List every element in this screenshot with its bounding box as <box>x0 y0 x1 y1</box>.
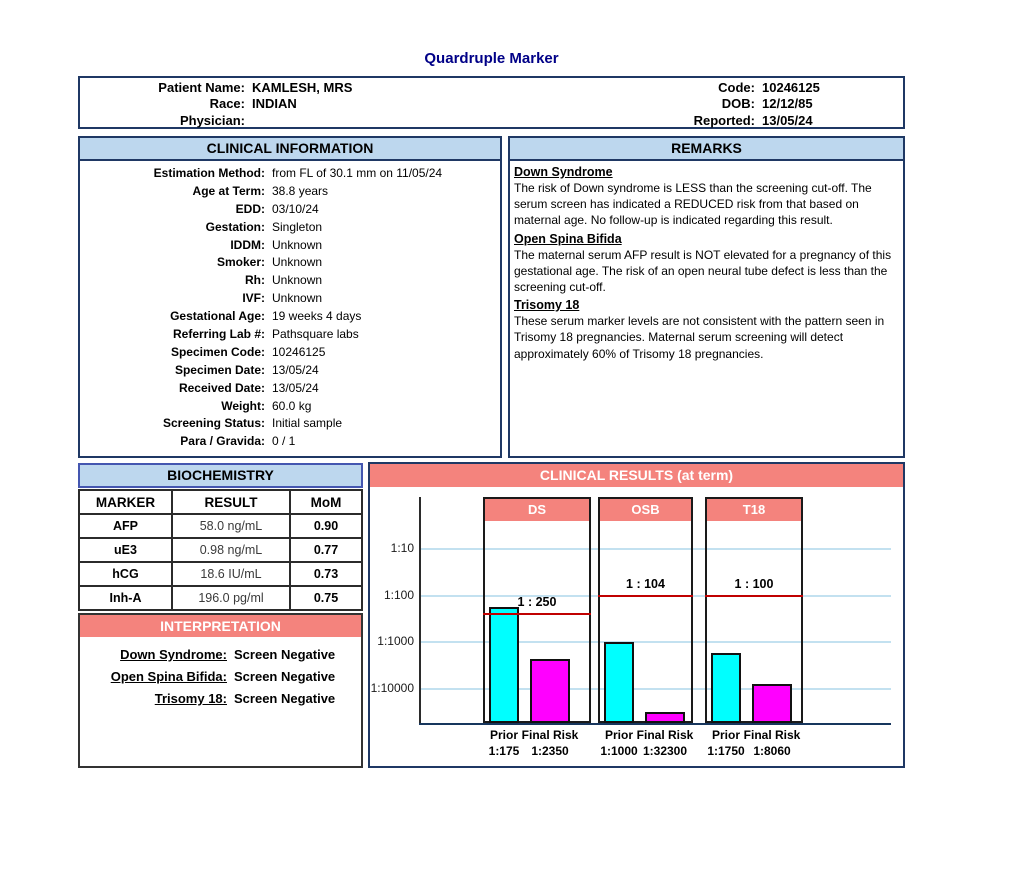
bar-name-label-OSB-prior: Prior <box>604 728 633 742</box>
risk-chart <box>370 464 903 766</box>
clinical-field-value: Unknown <box>272 291 323 306</box>
biochemistry-header: BIOCHEMISTRY <box>78 463 363 488</box>
clinical-field-value: Pathsquare labs <box>272 327 359 342</box>
chart-bar-T18-final <box>752 684 792 723</box>
clinical-field-row <box>80 201 500 219</box>
y-axis-tick-label: 1:10 <box>390 541 414 555</box>
clinical-field-label: Smoker: <box>216 255 265 270</box>
chart-bar-OSB-prior <box>604 642 634 723</box>
biochemistry-row <box>80 585 361 609</box>
clinical-field-label: IVF: <box>242 291 265 306</box>
cutoff-label-DS: 1 : 250 <box>517 595 557 609</box>
clinical-field-row <box>80 272 500 290</box>
chart-bar-OSB-final <box>645 712 685 723</box>
biochemistry-result-cell: 0.98 ng/mL <box>173 539 291 561</box>
y-axis-tick-label: 1:1000 <box>377 634 414 648</box>
interpretation-value: Screen Negative <box>234 691 336 706</box>
clinical-field-label: Referring Lab #: <box>172 327 265 342</box>
clinical-information-header: CLINICAL INFORMATION <box>80 138 500 161</box>
remarks-section-text: These serum marker levels are not consistent with the pattern seen in Trisomy 18 pregnancies. Maternal serum screening will detect approximately 60% of Trisomy 18 pregnancies. <box>514 314 885 361</box>
clinical-field-row <box>80 415 500 433</box>
bar-risk-label-OSB-final: 1:32300 <box>642 744 688 758</box>
interpretation-row <box>80 644 361 666</box>
remarks-section-heading: Open Spina Bifida <box>514 231 622 246</box>
y-axis-tick-label: 1:10000 <box>370 680 414 695</box>
chart-bar-DS-prior <box>489 607 519 723</box>
clinical-field-label: IDDM: <box>230 237 265 252</box>
remarks-section-heading: Down Syndrome <box>514 165 613 179</box>
patient-field-label: Race: <box>209 96 245 112</box>
biochemistry-marker-cell: hCG <box>80 563 173 585</box>
interpretation-label: Open Spina Bifida: <box>110 669 227 684</box>
bar-name-label-T18-prior: Prior <box>711 728 740 742</box>
interpretation-label: Trisomy 18: <box>154 691 227 706</box>
patient-header-left <box>80 80 510 129</box>
clinical-field-value: Unknown <box>272 255 323 270</box>
interpretation-value: Screen Negative <box>234 669 336 684</box>
remarks-section <box>514 165 899 229</box>
clinical-field-row <box>80 433 500 451</box>
clinical-field-label: Specimen Code: <box>170 344 265 359</box>
biochemistry-result-cell: 18.6 IU/mL <box>173 563 291 585</box>
report-title: Quardruple Marker <box>424 50 559 67</box>
biochemistry-marker-cell: Inh-A <box>80 587 173 609</box>
clinical-field-label: Weight: <box>221 398 265 413</box>
clinical-field-value: Singleton <box>272 219 323 234</box>
interpretation-label: Down Syndrome: <box>120 647 227 662</box>
chart-panel-header-T18: T18 <box>707 499 801 521</box>
clinical-field-row <box>80 398 500 416</box>
biochemistry-mom-cell: 0.77 <box>313 543 339 557</box>
clinical-field-value: Initial sample <box>272 416 343 431</box>
clinical-field-row <box>80 290 500 308</box>
clinical-field-value: 03/10/24 <box>272 201 319 216</box>
patient-field-label: Reported: <box>693 112 755 128</box>
biochemistry-mom-cell: 0.90 <box>313 519 339 533</box>
bar-name-label-DS-prior: Prior <box>489 728 518 742</box>
clinical-field-row <box>80 380 500 398</box>
patient-header-row <box>562 113 902 129</box>
clinical-results-header: CLINICAL RESULTS (at term) <box>370 464 903 487</box>
clinical-field-value: Unknown <box>272 237 323 252</box>
patient-header-row <box>562 96 902 112</box>
bar-name-label-OSB-final: Final Risk <box>636 728 694 742</box>
clinical-field-label: EDD: <box>235 201 265 216</box>
patient-field-label: Physician: <box>179 112 245 128</box>
interpretation-panel <box>78 613 363 768</box>
cutoff-label-OSB: 1 : 104 <box>626 577 665 592</box>
patient-header-right <box>562 80 902 129</box>
clinical-field-value: 19 weeks 4 days <box>272 309 362 324</box>
interpretation-row <box>80 666 361 688</box>
patient-header-row <box>80 113 510 129</box>
clinical-field-row <box>80 183 500 201</box>
biochemistry-header-row <box>80 491 361 513</box>
clinical-field-row <box>80 219 500 237</box>
clinical-field-row <box>80 254 500 272</box>
biochemistry-col-result: RESULT <box>173 491 291 513</box>
clinical-field-label: Gestation: <box>205 219 265 234</box>
clinical-field-value: 10246125 <box>272 344 326 359</box>
clinical-field-value: 13/05/24 <box>272 380 319 395</box>
clinical-field-row <box>80 165 500 183</box>
patient-field-label: Code: <box>718 80 755 95</box>
clinical-field-label: Gestational Age: <box>170 309 265 324</box>
chart-panel-header-OSB: OSB <box>600 499 691 521</box>
bar-risk-label-T18-final: 1:8060 <box>753 744 791 758</box>
interpretation-value: Screen Negative <box>234 647 336 662</box>
clinical-field-label: Screening Status: <box>162 416 265 431</box>
bar-name-label-T18-final: Final Risk <box>743 728 801 742</box>
bar-risk-label-OSB-prior: 1:1000 <box>600 744 638 758</box>
interpretation-rows <box>80 637 361 710</box>
clinical-field-label: Specimen Date: <box>174 362 265 377</box>
bar-risk-label-DS-final: 1:2350 <box>531 744 569 758</box>
clinical-field-row <box>80 362 500 380</box>
remarks-section-text: The risk of Down syndrome is LESS than the screening cut-off. The serum screen has indicated a REDUCED risk from that based on maternal age. No follow-up is indicated regarding this result. <box>514 181 872 228</box>
cutoff-label-T18: 1 : 100 <box>734 576 774 591</box>
biochemistry-col-marker: MARKER <box>80 491 173 513</box>
clinical-field-value: 0 / 1 <box>272 434 296 449</box>
remarks-header: REMARKS <box>510 138 903 161</box>
clinical-field-label: Para / Gravida: <box>180 434 265 449</box>
biochemistry-marker-cell: AFP <box>80 515 173 537</box>
bar-risk-label-DS-prior: 1:175 <box>488 744 520 758</box>
clinical-field-row <box>80 237 500 255</box>
biochemistry-mom-cell: 0.73 <box>313 567 339 581</box>
clinical-field-value: Unknown <box>272 273 323 288</box>
biochemistry-col-mom: MoM <box>310 494 342 510</box>
chart-bar-T18-prior <box>711 653 741 723</box>
biochemistry-row <box>80 537 361 561</box>
biochemistry-marker-cell: uE3 <box>80 539 173 561</box>
bar-risk-label-T18-prior: 1:1750 <box>707 744 745 758</box>
clinical-results-panel <box>368 462 905 768</box>
patient-header-row <box>80 96 510 112</box>
biochemistry-mom-cell: 0.75 <box>313 591 339 605</box>
x-axis-line <box>419 723 891 725</box>
clinical-field-value: from FL of 30.1 mm on 11/05/24 <box>272 166 443 180</box>
remarks-panel <box>508 136 905 458</box>
interpretation-row <box>80 688 361 710</box>
biochemistry-row <box>80 513 361 537</box>
biochemistry-table <box>78 489 363 611</box>
y-axis-tick-label: 1:100 <box>383 587 414 602</box>
biochemistry-row <box>80 561 361 585</box>
y-axis-line <box>419 497 421 723</box>
patient-field-value: 12/12/85 <box>762 96 813 112</box>
clinical-field-value: 38.8 years <box>272 183 329 198</box>
chart-panel-header-DS: DS <box>485 499 589 521</box>
clinical-field-row <box>80 326 500 344</box>
patient-field-label: DOB: <box>721 96 755 112</box>
biochemistry-rows <box>80 513 361 609</box>
cutoff-line-OSB <box>598 595 693 597</box>
clinical-field-label: Rh: <box>245 273 265 288</box>
clinical-field-row <box>80 344 500 362</box>
clinical-field-value: 60.0 kg <box>272 398 312 413</box>
remarks-content <box>510 161 903 362</box>
remarks-section <box>514 298 899 362</box>
patient-field-value: KAMLESH, MRS <box>252 80 353 95</box>
patient-field-value: INDIAN <box>252 96 297 112</box>
clinical-information-panel <box>78 136 502 458</box>
biochemistry-result-cell: 196.0 pg/ml <box>173 587 291 609</box>
clinical-field-value: 13/05/24 <box>272 362 319 377</box>
clinical-field-label: Received Date: <box>178 380 265 395</box>
patient-field-label: Patient Name: <box>158 80 245 95</box>
chart-bar-DS-final <box>530 659 570 723</box>
cutoff-line-DS <box>483 613 591 615</box>
bar-name-label-DS-final: Final Risk <box>521 728 579 742</box>
patient-header-box <box>78 76 905 129</box>
patient-field-value: 13/05/24 <box>762 112 813 128</box>
patient-header-row <box>80 80 510 96</box>
patient-field-value: 10246125 <box>762 80 820 95</box>
clinical-information-fields <box>80 161 500 451</box>
clinical-field-row <box>80 308 500 326</box>
interpretation-header: INTERPRETATION <box>80 615 361 637</box>
clinical-field-label: Age at Term: <box>192 183 265 198</box>
patient-header-row <box>562 80 902 96</box>
cutoff-line-T18 <box>705 595 803 597</box>
remarks-section-heading: Trisomy 18 <box>514 298 580 313</box>
remarks-section-text: The maternal serum AFP result is NOT elevated for a pregnancy of this gestational age. The risk of an open neural tube defect is less than the screening cut-off. <box>514 247 892 295</box>
clinical-field-label: Estimation Method: <box>153 166 265 180</box>
biochemistry-result-cell: 58.0 ng/mL <box>173 515 291 537</box>
remarks-section <box>514 232 899 296</box>
